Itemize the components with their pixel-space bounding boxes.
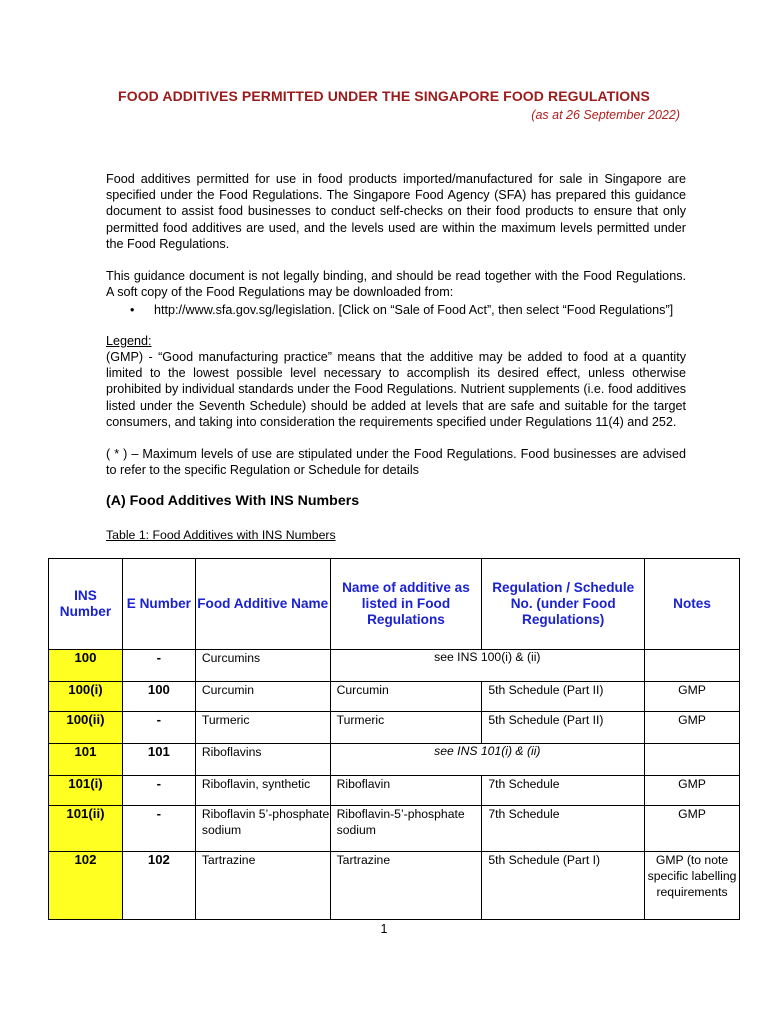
listed-name-cell: Curcumin [330, 682, 482, 712]
legend-gmp: (GMP) - “Good manufacturing practice” means that the additive may be added to food at a quantity limited to the lowest possible level necessary to accomplish its desired effect, unless otherwise prohibited by individual standards under the Food Regulations. Nutrient supplements (i.e. food additives listed under the Seventh Schedule) should be added at levels that are safe and suitable for the target consumers, and taking into consideration the requirements specified under Regulations 11(4) and 252. [106, 350, 686, 429]
ins-number-cell: 100 [49, 650, 123, 682]
additive-name-cell: Turmeric [195, 712, 330, 744]
ins-number-cell: 101 [49, 744, 123, 776]
food-additives-table [48, 558, 740, 920]
table-row [49, 776, 740, 806]
notes-cell: GMP [645, 712, 740, 744]
see-reference-cell: see INS 100(i) & (ii) [330, 650, 644, 682]
table-header-row [49, 559, 740, 650]
table-row [49, 744, 740, 776]
section-heading: (A) Food Additives With INS Numbers [106, 493, 360, 509]
ins-number-cell: 100(ii) [49, 712, 123, 744]
listed-name-cell: Riboflavin-5’-phosphate sodium [330, 806, 482, 852]
bullet-dot: • [130, 303, 135, 317]
notes-cell [645, 744, 740, 776]
header-food-additive-name: Food Additive Name [195, 559, 330, 650]
header-ins-number: INS Number [49, 559, 123, 650]
notes-cell: GMP [645, 682, 740, 712]
legend-star: ( * ) – Maximum levels of use are stipulated under the Food Regulations. Food businesses are advised to refer to the specific Regulation or Schedule for details [106, 447, 686, 478]
notes-cell: GMP (to note specific labelling requirements [645, 852, 740, 920]
regulation-cell: 5th Schedule (Part II) [482, 712, 645, 744]
e-number-cell: - [122, 712, 195, 744]
e-number-cell: - [122, 776, 195, 806]
table-row [49, 712, 740, 744]
regulation-cell: 5th Schedule (Part II) [482, 682, 645, 712]
additive-name-cell: Riboflavin 5’-phosphate sodium [195, 806, 330, 852]
notes-cell: GMP [645, 806, 740, 852]
regulation-cell: 7th Schedule [482, 806, 645, 852]
legend-heading: Legend: [106, 334, 152, 348]
listed-name-cell: Riboflavin [330, 776, 482, 806]
additive-name-cell: Curcumin [195, 682, 330, 712]
table-row [49, 852, 740, 920]
additive-name-cell: Curcumins [195, 650, 330, 682]
document-title: FOOD ADDITIVES PERMITTED UNDER THE SINGAPORE FOOD REGULATIONS [118, 88, 650, 104]
additive-name-cell: Riboflavins [195, 744, 330, 776]
regulation-cell: 7th Schedule [482, 776, 645, 806]
table-row [49, 806, 740, 852]
notes-cell [645, 650, 740, 682]
ins-number-cell: 102 [49, 852, 123, 920]
ins-number-cell: 101(i) [49, 776, 123, 806]
e-number-cell: 100 [122, 682, 195, 712]
legislation-link-text[interactable]: http://www.sfa.gov.sg/legislation. [Click on “Sale of Food Act”, then select “Food Regulations”] [154, 303, 674, 317]
e-number-cell: 101 [122, 744, 195, 776]
header-notes: Notes [645, 559, 740, 650]
additive-name-cell: Tartrazine [195, 852, 330, 920]
e-number-cell: 102 [122, 852, 195, 920]
as-at-date: (as at 26 September 2022) [531, 108, 680, 122]
ins-number-cell: 101(ii) [49, 806, 123, 852]
page-number: 1 [380, 922, 388, 936]
intro-paragraph: Food additives permitted for use in food products imported/manufactured for sale in Singapore are specified under the Food Regulations. The Singapore Food Agency (SFA) has prepared this guidance document to assist food businesses to conduct self-checks on their food products to ensure that only permitted food additives are used, and the levels used are within the maximum levels permitted under the Food Regulations. [106, 172, 686, 251]
see-reference-cell: see INS 101(i) & (ii) [330, 744, 644, 776]
header-regulation: Regulation / Schedule No. (under Food Regulations) [482, 559, 645, 650]
listed-name-cell: Tartrazine [330, 852, 482, 920]
table-caption: Table 1: Food Additives with INS Numbers [106, 528, 336, 542]
ins-number-cell: 100(i) [49, 682, 123, 712]
table-row [49, 682, 740, 712]
additive-name-cell: Riboflavin, synthetic [195, 776, 330, 806]
listed-name-cell: Turmeric [330, 712, 482, 744]
header-listed-name: Name of additive as listed in Food Regulations [330, 559, 482, 650]
regulation-cell: 5th Schedule (Part I) [482, 852, 645, 920]
e-number-cell: - [122, 806, 195, 852]
guidance-paragraph: This guidance document is not legally binding, and should be read together with the Food Regulations. A soft copy of the Food Regulations may be downloaded from: [106, 269, 686, 300]
notes-cell: GMP [645, 776, 740, 806]
e-number-cell: - [122, 650, 195, 682]
table-row [49, 650, 740, 682]
header-e-number: E Number [122, 559, 195, 650]
